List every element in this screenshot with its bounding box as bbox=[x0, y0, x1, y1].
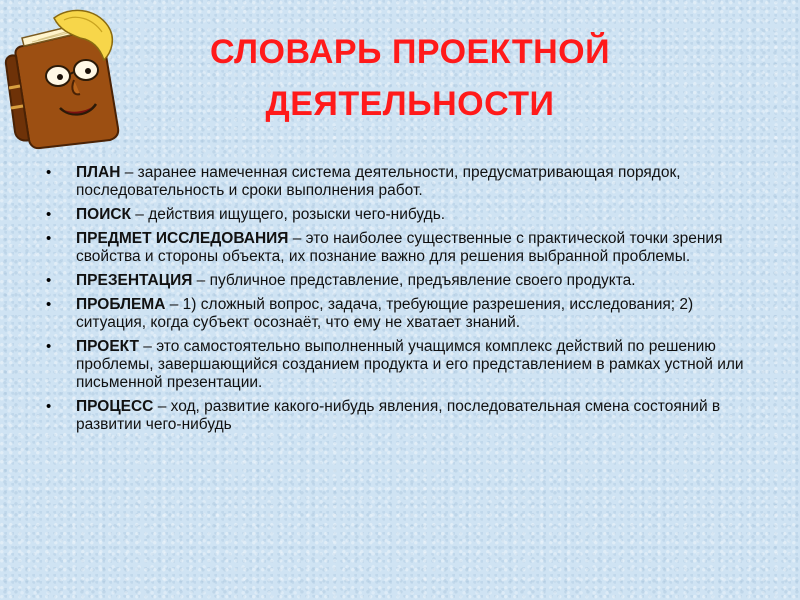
bullet-icon: • bbox=[46, 272, 52, 289]
glossary-list bbox=[42, 164, 762, 440]
glossary-entry-plan bbox=[42, 164, 762, 200]
bullet-icon: • bbox=[46, 296, 52, 313]
entry-term: ПРОЕКТ bbox=[76, 338, 139, 355]
glossary-entry-presentation bbox=[42, 272, 762, 290]
bullet-icon: • bbox=[46, 338, 52, 355]
entry-term: ПОИСК bbox=[76, 206, 131, 223]
glossary-entry-search bbox=[42, 206, 762, 224]
glossary-entry-project bbox=[42, 338, 762, 392]
glossary-entry-process bbox=[42, 398, 762, 434]
entry-definition: – 1) сложный вопрос, задача, требующие разрешения, исследования; 2) ситуация, когда субъект осознаёт, что ему не хватает знаний. bbox=[76, 296, 694, 331]
bullet-icon: • bbox=[46, 164, 52, 181]
bullet-icon: • bbox=[46, 206, 52, 223]
entry-definition: – это самостоятельно выполненный учащимся комплекс действий по решению проблемы, завершающийся созданием продукта и его представлением в рамках устной или письменной презентации. bbox=[76, 338, 744, 391]
entry-term: ПРЕДМЕТ ИССЛЕДОВАНИЯ bbox=[76, 230, 289, 247]
entry-definition: – это наиболее существенные с практической точки зрения свойства и стороны объекта, их познание важно для решения выбранной проблемы. bbox=[76, 230, 723, 265]
entry-term: ПРЕЗЕНТАЦИЯ bbox=[76, 272, 193, 289]
title-line-2: ДЕЯТЕЛЬНОСТИ bbox=[265, 85, 555, 123]
entry-term: ПРОБЛЕМА bbox=[76, 296, 166, 313]
entry-definition: – публичное представление, предъявление своего продукта. bbox=[192, 272, 636, 289]
entry-term: ПРОЦЕСС bbox=[76, 398, 154, 415]
bullet-icon: • bbox=[46, 230, 52, 247]
title-line-1: СЛОВАРЬ ПРОЕКТНОЙ bbox=[209, 33, 611, 71]
entry-definition: – заранее намеченная система деятельности, предусматривающая порядок, последовательность и сроки выполнения работ. bbox=[76, 164, 681, 199]
page-title bbox=[140, 26, 680, 130]
entry-definition: – ход, развитие какого-нибудь явления, последовательная смена состояний в развитии чего-нибудь bbox=[76, 398, 721, 433]
glossary-entry-research-subject bbox=[42, 230, 762, 266]
entry-term: ПЛАН bbox=[76, 164, 121, 181]
bullet-icon: • bbox=[46, 398, 52, 415]
glossary-entry-problem bbox=[42, 296, 762, 332]
book-with-glasses-character-icon bbox=[4, 4, 134, 152]
entry-definition: – действия ищущего, розыски чего-нибудь. bbox=[131, 206, 446, 223]
